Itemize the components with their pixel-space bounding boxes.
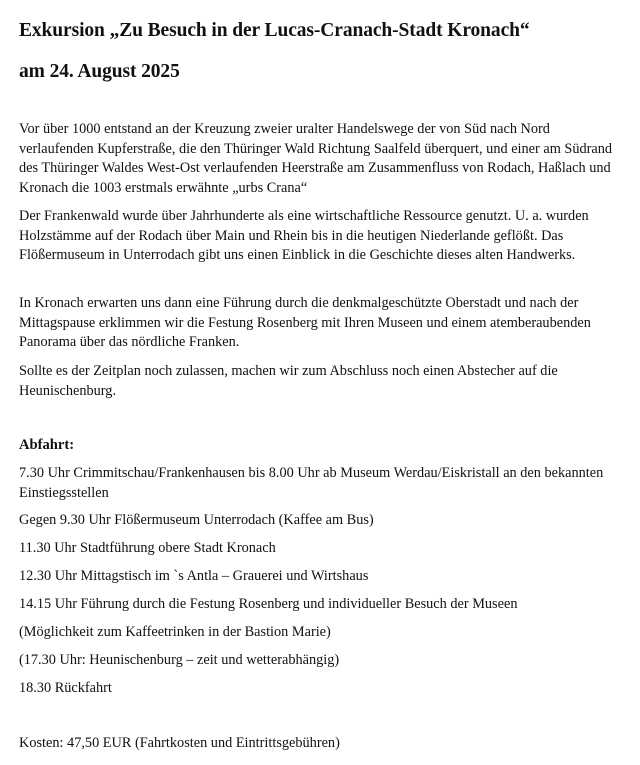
schedule-heading: Abfahrt:	[19, 437, 75, 453]
costs-line: Kosten: 47,50 EUR (Fahrtkosten und Eintrittsgebühren)	[19, 735, 340, 751]
schedule-item: Gegen 9.30 Uhr Flößermuseum Unterrodach (Kaffee am Bus)	[19, 512, 374, 528]
schedule-item: (17.30 Uhr: Heunischenburg – zeit und wetterabhängig)	[19, 652, 340, 668]
paragraph-heunischenburg: Sollte es der Zeitplan noch zulassen, machen wir zum Abschluss noch einen Abstecher auf die Heunischenburg.	[19, 363, 558, 399]
schedule-item: 14.15 Uhr Führung durch die Festung Rosenberg und individueller Besuch der Museen	[19, 596, 518, 612]
paragraph-history: Vor über 1000 entstand an der Kreuzung zweier uralter Handelswege der von Süd nach Nord verlaufenden Kupferstraße, die den Thüringer Wald Richtung Saalfeld überquert, und einer am Südrand des Thüringer Waldes West-Ost verlaufenden Heerstraße am Zusammenfluss von Rodach, Haßlach und Kronach die 1003 erstmals erwähnte „urbs Crana“	[19, 121, 613, 196]
schedule-item: (Möglichkeit zum Kaffeetrinken in der Bastion Marie)	[19, 624, 331, 640]
schedule-item: 12.30 Uhr Mittagstisch im `s Antla – Grauerei und Wirtshaus	[19, 568, 369, 584]
schedule-item: 18.30 Rückfahrt	[19, 680, 112, 696]
paragraph-frankenwald: Der Frankenwald wurde über Jahrhunderte als eine wirtschaftliche Ressource genutzt. U. a. wurden Holzstämme auf der Rodach über Main und Rhein bis in die heutigen Niederlande geflößt. Das Flößermuseum in Unterrodach gibt uns einen Einblick in die Geschichte dieses alten Handwerks.	[19, 208, 589, 264]
document-title: Exkursion „Zu Besuch in der Lucas-Cranach-Stadt Kronach“	[19, 20, 530, 41]
paragraph-kronach: In Kronach erwarten uns dann eine Führung durch die denkmalgeschützte Oberstadt und nach der Mittagspause erklimmen wir die Festung Rosenberg mit Ihren Museen und einem atemberaubenden Panorama über das nördliche Franken.	[19, 295, 591, 351]
document-date: am 24. August 2025	[19, 61, 180, 82]
schedule-item: 11.30 Uhr Stadtführung obere Stadt Kronach	[19, 540, 276, 556]
schedule-item: 7.30 Uhr Crimmitschau/Frankenhausen bis 8.00 Uhr ab Museum Werdau/Eiskristall an den bekannten Einstiegsstellen	[19, 465, 604, 501]
